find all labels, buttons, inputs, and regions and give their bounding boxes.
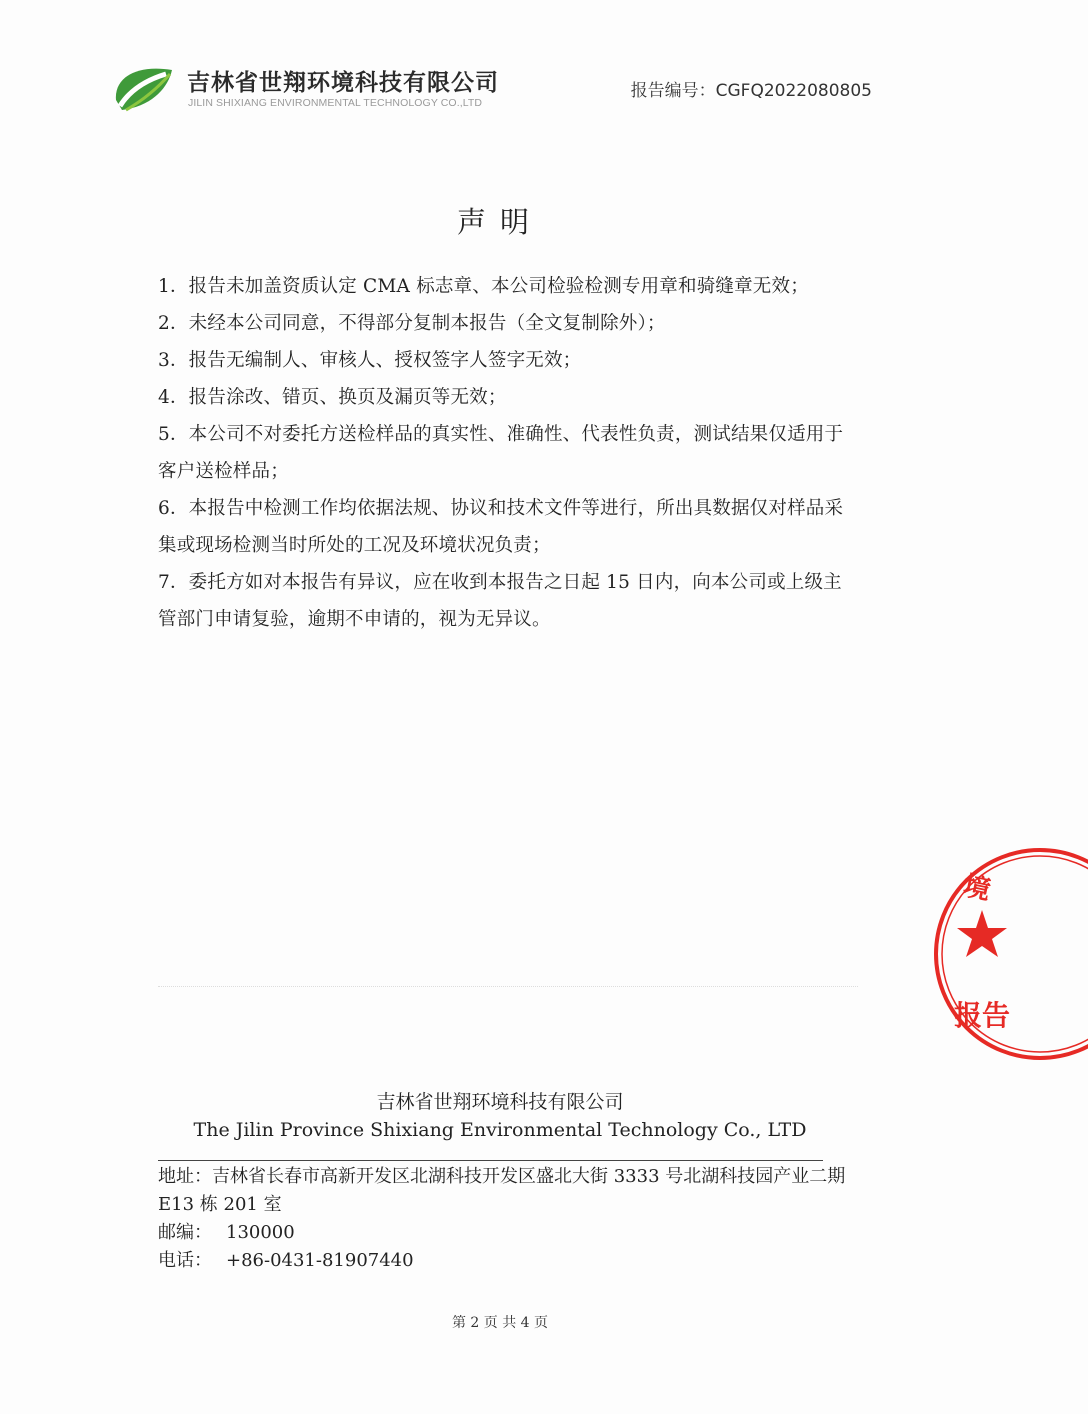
company-name-cn: 吉林省世翔环境科技有限公司 — [187, 70, 499, 96]
page-title: 声明 — [456, 205, 543, 239]
phone-label: 电话： — [158, 1250, 212, 1271]
phone-value: +86-0431-81907440 — [226, 1250, 414, 1271]
footer-divider — [158, 1160, 823, 1161]
report-header — [112, 60, 872, 120]
contact-info — [158, 1163, 858, 1275]
address-value: 吉林省长春市高新开发区北湖科技开发区盛北大街 3333 号北湖科技园产业二期 E13 栋 201 室 — [158, 1166, 846, 1215]
clause-item: 6．本报告中检测工作均依据法规、协议和技术文件等进行，所出具数据仅对样品采集或现场检测当时所处的工况及环境状况负责； — [158, 498, 844, 556]
clause-item: 4．报告涂改、错页、换页及漏页等无效； — [158, 387, 507, 408]
clause-item: 3．报告无编制人、审核人、授权签字人签字无效； — [158, 350, 582, 371]
footer-company-cn: 吉林省世翔环境科技有限公司 — [376, 1091, 624, 1113]
clause-item: 5．本公司不对委托方送检样品的真实性、准确性、代表性负责，测试结果仅适用于客户送检样品； — [158, 424, 844, 482]
postcode-line — [158, 1219, 858, 1247]
report-number-label: 报告编号： — [630, 81, 716, 101]
postcode-value: 130000 — [226, 1222, 295, 1243]
company-logo — [112, 60, 178, 120]
address-line — [158, 1163, 858, 1219]
clause-item: 7．委托方如对本报告有异议，应在收到本报告之日起 15 日内，向本公司或上级主管部门申请复验，逾期不申请的，视为无异议。 — [158, 572, 842, 630]
phone-line — [158, 1247, 858, 1275]
footer-company — [0, 1088, 1000, 1144]
report-number — [631, 76, 872, 101]
clause-item: 2．未经本公司同意，不得部分复制本报告（全文复制除外）； — [158, 313, 666, 334]
postcode-label: 邮编： — [158, 1222, 212, 1243]
seal-star-icon — [957, 910, 1007, 957]
report-number-value: CGFQ2022080805 — [715, 81, 872, 101]
divider — [158, 986, 858, 987]
red-seal-stamp — [918, 836, 1011, 1066]
seal-text-bottom: 报告 — [954, 999, 1011, 1032]
clause-item: 1．报告未加盖资质认定 CMA 标志章、本公司检验检测专用章和骑缝章无效； — [158, 276, 809, 297]
company-name-en: JILIN SHIXIANG ENVIRONMENTAL TECHNOLOGY CO.,LTD — [188, 97, 483, 109]
seal-text-top: 境 — [960, 870, 994, 907]
declaration-clauses — [158, 268, 858, 638]
address-label: 地址： — [158, 1166, 212, 1187]
page-number: 第 2 页 共 4 页 — [451, 1315, 549, 1331]
footer-company-en: The Jilin Province Shixiang Environmental Technology Co., LTD — [193, 1119, 807, 1141]
